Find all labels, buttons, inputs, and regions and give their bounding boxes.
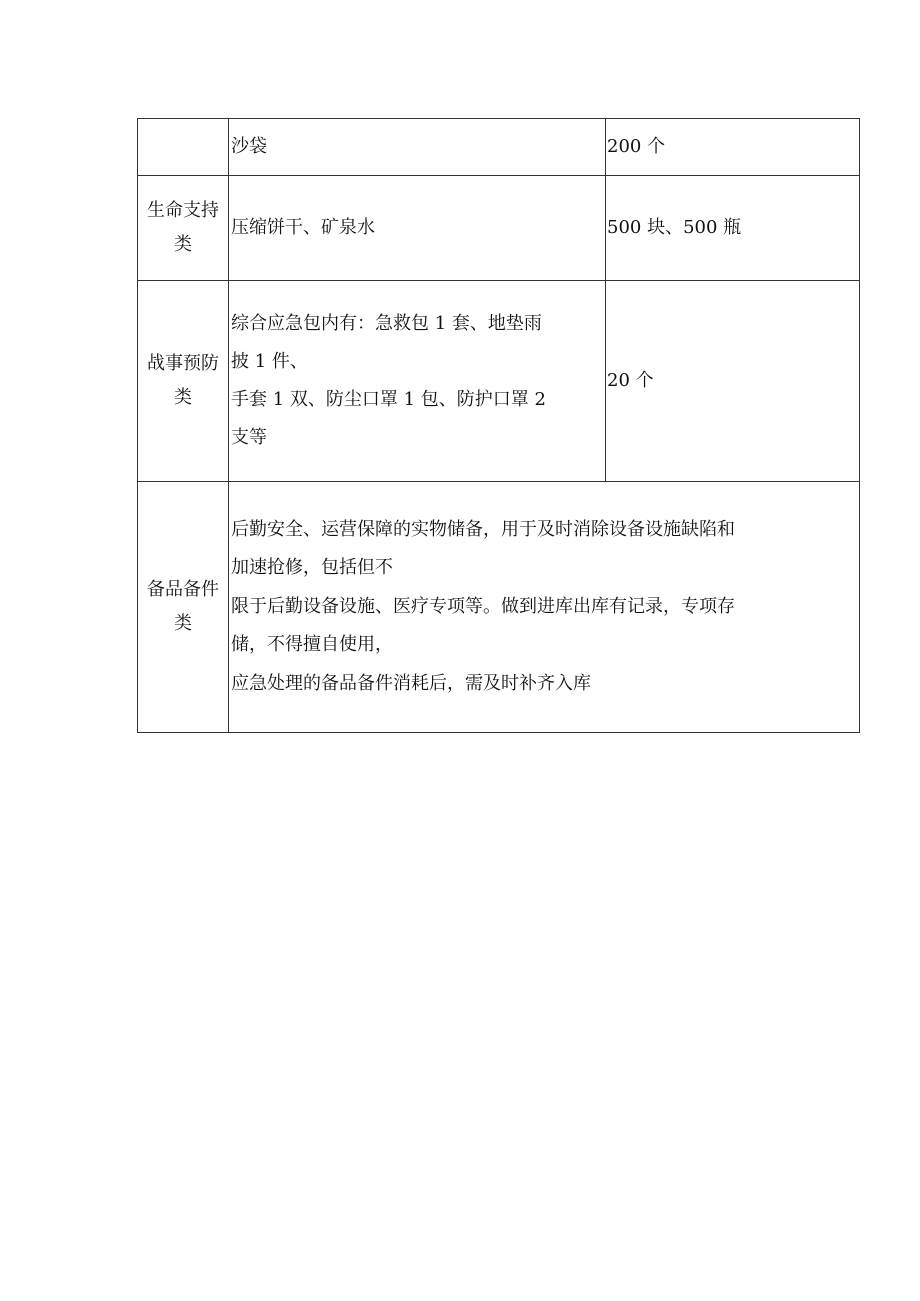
table-row — [138, 482, 860, 733]
description-text-line: 加速抢修，包括但不 — [231, 557, 393, 579]
quantity-text: 200 个 — [607, 136, 666, 157]
description-text-line: 后勤安全、运营保障的实物储备，用于及时消除设备设施缺陷和 — [231, 518, 735, 540]
quantity-cell — [606, 119, 860, 176]
category-text-line: 生命支持 — [147, 200, 219, 221]
category-text-line: 类 — [174, 234, 192, 255]
category-cell — [138, 176, 229, 281]
category-cell — [138, 482, 229, 733]
quantity-text: 500 块、500 瓶 — [607, 217, 742, 238]
item-text: 压缩饼干、矿泉水 — [231, 217, 375, 238]
category-text-line: 类 — [174, 613, 192, 634]
item-text-line: 手套 1 双、防尘口罩 1 包、防护口罩 2 — [231, 389, 546, 410]
quantity-cell — [606, 176, 860, 281]
item-text-line: 披 1 件、 — [231, 351, 308, 372]
description-text-line: 储，不得擅自使用， — [231, 634, 393, 656]
item-text: 沙袋 — [231, 136, 267, 157]
item-cell — [229, 176, 606, 281]
table-row — [138, 176, 860, 281]
description-text-line: 应急处理的备品备件消耗后，需及时补齐入库 — [231, 672, 591, 694]
category-cell — [138, 281, 229, 482]
category-text-line: 战事预防 — [147, 353, 219, 374]
item-cell — [229, 119, 606, 176]
item-text-line: 综合应急包内有：急救包 1 套、地垫雨 — [231, 313, 542, 334]
category-cell-empty — [138, 119, 229, 176]
description-text-line: 限于后勤设备设施、医疗专项等。做到进库出库有记录，专项存 — [231, 595, 735, 617]
category-text-line: 备品备件 — [147, 579, 219, 600]
item-cell — [229, 281, 606, 482]
category-text-line: 类 — [174, 387, 192, 408]
emergency-supplies-table — [137, 118, 860, 733]
table-row — [138, 119, 860, 176]
item-text-line: 支等 — [231, 427, 267, 448]
quantity-cell — [606, 281, 860, 482]
table-row — [138, 281, 860, 482]
description-cell — [229, 482, 860, 733]
quantity-text: 20 个 — [607, 370, 654, 391]
